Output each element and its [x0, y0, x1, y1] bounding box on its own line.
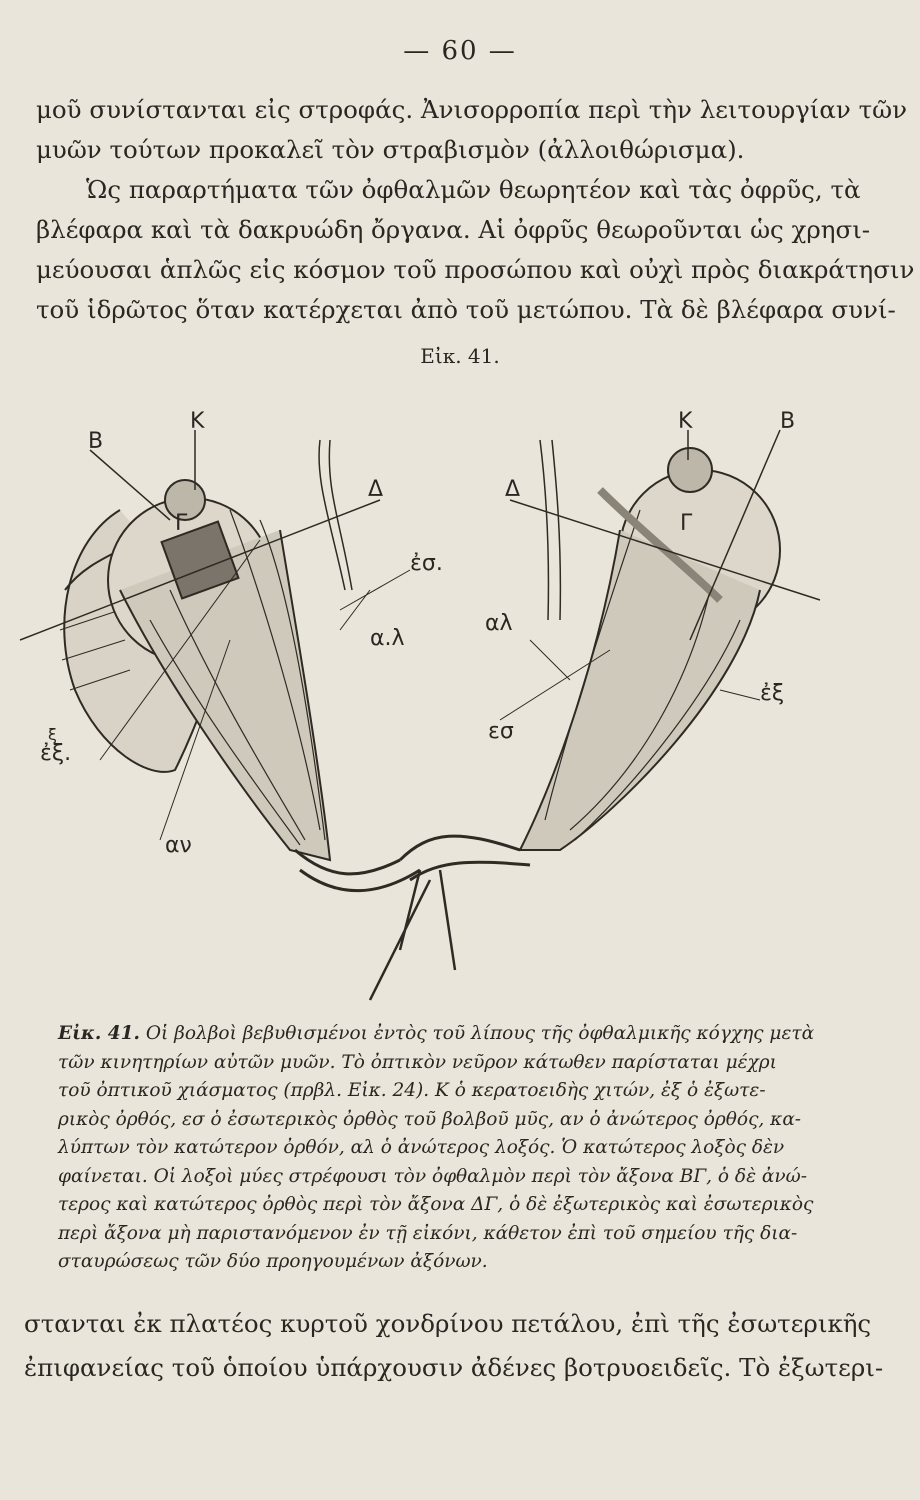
- figure-label: Εἰκ. 41.: [420, 344, 500, 368]
- label-an: αν: [165, 833, 192, 858]
- label-d-left: Δ: [368, 477, 384, 502]
- label-es-right: εσ: [488, 719, 514, 744]
- caption-line: [58, 1020, 828, 1049]
- text-line: μυῶν τούτων προκαλεῖ τὸν στραβισμὸν (ἀλλοιθώρισμα).: [36, 135, 745, 164]
- caption-text: Οἱ βολβοὶ βεβυθισμένοι ἐντὸς τοῦ λίπους τῆς ὀφθαλμικῆς κόγχης μετὰ: [140, 1023, 815, 1044]
- text-line: τοῦ ἱδρῶτος ὅταν κατέρχεται ἀπὸ τοῦ μετώπου. Τὰ δὲ βλέφαρα συνί-: [36, 295, 896, 324]
- eye-anatomy-illustration: [0, 390, 920, 1010]
- page-number: — 60 —: [403, 36, 517, 66]
- text-line: ἐπιφανείας τοῦ ὁποίου ὑπάρχουσιν ἀδένες βοτρυοειδεῖς. Τὸ ἐξωτερι-: [24, 1353, 884, 1382]
- label-xi-small: ξ: [48, 725, 57, 744]
- label-b-right: Β: [780, 409, 796, 434]
- caption-line: τοῦ ὀπτικοῦ χιάσματος (πρβλ. Εἰκ. 24). Κ ὁ κερατοειδὴς χιτών, ἐξ ὁ ἐξωτε-: [58, 1080, 766, 1101]
- label-al-right: αλ: [485, 611, 513, 636]
- label-d-right: Δ: [505, 477, 521, 502]
- text-line: μοῦ συνίστανται εἰς στροφάς. Ἀνισορροπία περὶ τὴν λειτουργίαν τῶν: [36, 95, 908, 124]
- label-k-right: Κ: [678, 409, 693, 434]
- label-g-left: Γ: [175, 511, 188, 536]
- caption-line: λύπτων τὸν κατώτερον ὀρθόν, αλ ὁ ἀνώτερος λοξός. Ὁ κατώτερος λοξὸς δὲν: [58, 1137, 785, 1158]
- eye-anatomy-figure: [0, 390, 920, 1010]
- caption-line: περὶ ἄξονα μὴ παριστανόμενον ἐν τῇ εἰκόνι, κάθετον ἐπὶ τοῦ σημείου τῆς δια-: [58, 1222, 798, 1244]
- label-b-left: Β: [88, 429, 104, 454]
- label-ex-right: ἐξ: [760, 681, 785, 706]
- caption-figref: Εἰκ. 41.: [58, 1023, 140, 1044]
- label-al-left: α.λ: [370, 626, 405, 651]
- continuation-paragraph: [24, 1302, 884, 1390]
- text-line: μεύουσαι ἁπλῶς εἰς κόσμον τοῦ προσώπου καὶ οὐχὶ πρὸς διακράτησιν: [36, 255, 915, 284]
- intro-paragraph: [36, 90, 915, 330]
- figure-caption: [58, 1020, 828, 1277]
- label-g-right: Γ: [680, 511, 693, 536]
- caption-line: τῶν κινητηρίων αὐτῶν μυῶν. Τὸ ὀπτικὸν νεῦρον κάτωθεν παρίσταται μέχρι: [58, 1051, 777, 1073]
- caption-line: σταυρώσεως τῶν δύο προηγουμένων ἀξόνων.: [58, 1251, 488, 1272]
- caption-line: τερος καὶ κατώτερος ὀρθὸς περὶ τὸν ἄξονα ΔΓ, ὁ δὲ ἐξωτερικὸς καὶ ἐσωτερικὸς: [58, 1194, 814, 1215]
- text-line: βλέφαρα καὶ τὰ δακρυώδη ὄργανα. Αἱ ὀφρῦς θεωροῦνται ὡς χρησι-: [36, 215, 871, 244]
- caption-line: ρικὸς ὀρθός, εσ ὁ ἐσωτερικὸς ὀρθὸς τοῦ βολβοῦ μῦς, αν ὁ ἀνώτερος ὀρθός, κα-: [58, 1108, 802, 1130]
- label-es-left: ἐσ.: [410, 551, 443, 576]
- caption-line: φαίνεται. Οἱ λοξοὶ μύες στρέφουσι τὸν ὀφθαλμὸν περὶ τὸν ἄξονα ΒΓ, ὁ δὲ ἀνώ-: [58, 1165, 807, 1187]
- label-ex-left: ἐξ.: [40, 741, 72, 766]
- text-line: Ὡς παραρτήματα τῶν ὀφθαλμῶν θεωρητέον καὶ τὰς ὀφρῦς, τὰ: [86, 175, 861, 204]
- text-line: στανται ἐκ πλατέος κυρτοῦ χονδρίνου πετάλου, ἐπὶ τῆς ἐσωτερικῆς: [24, 1309, 872, 1338]
- label-k-left: Κ: [190, 409, 205, 434]
